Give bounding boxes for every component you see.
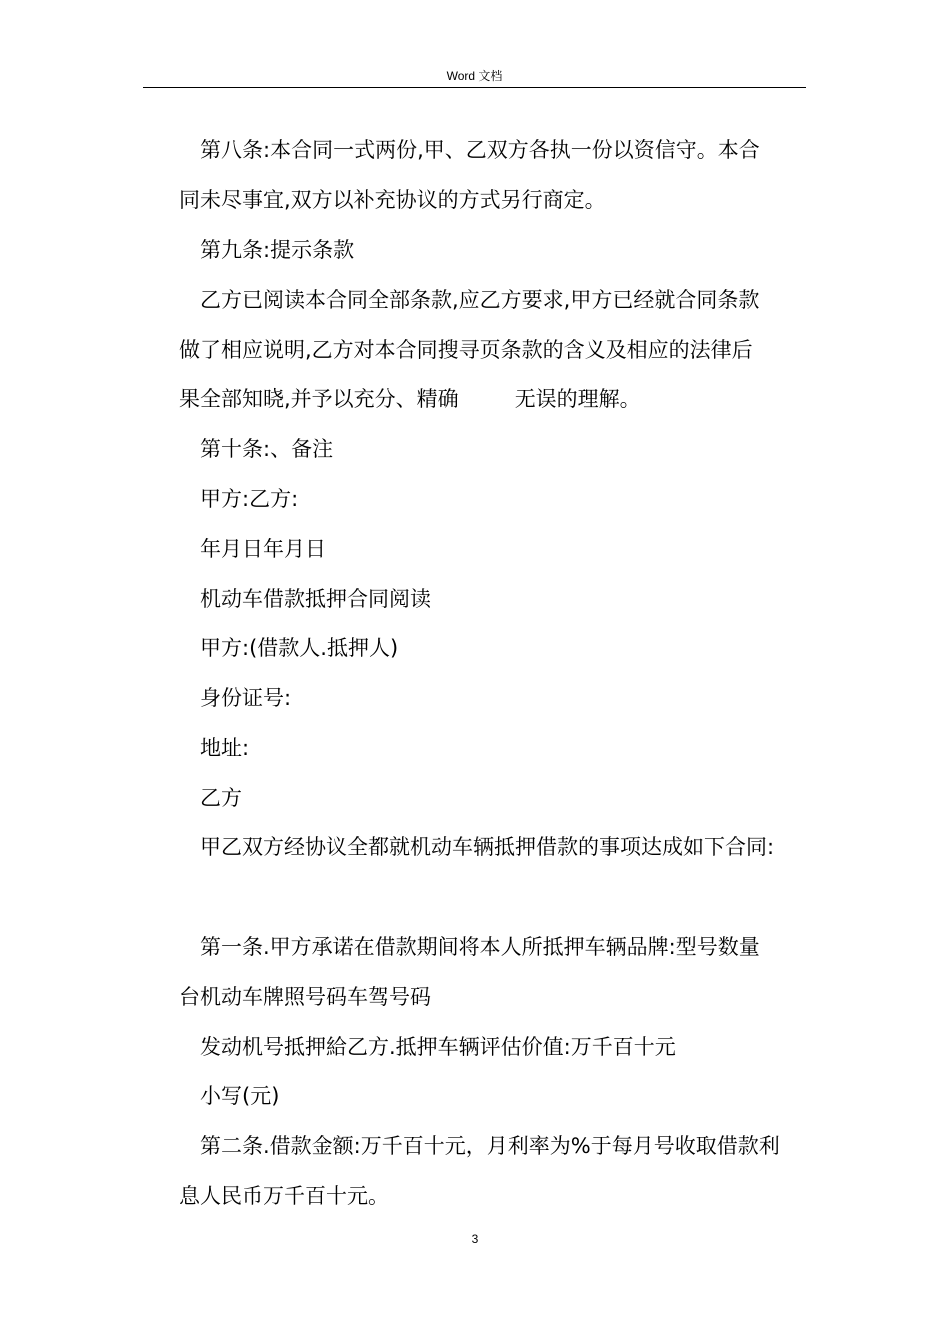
party-b-line: 乙方 [200, 786, 242, 810]
article-9-heading: 第九条:提示条款 [200, 238, 355, 262]
address-line: 地址: [200, 736, 250, 760]
id-number-line: 身份证号: [200, 686, 292, 710]
article-8-line-1: 第八条:本合同一式两份,甲、乙双方各执一份以资信守。本合 [200, 138, 760, 162]
contract-title: 机动车借款抵押合同阅读 [200, 587, 431, 611]
article-2-line-2: 息人民币万千百十元。 [179, 1184, 389, 1208]
party-a-line: 甲方:(借款人.抵押人) [200, 636, 399, 660]
article-9-line-3-part-1: 果全部知晓,并予以充分、精确 [179, 387, 459, 411]
article-1-line-2: 台机动车牌照号码车驾号码 [179, 985, 431, 1009]
article-8-line-2: 同未尽事宜,双方以补充协议的方式另行商定。 [179, 188, 606, 212]
page-header: Word 文档 [446, 69, 503, 83]
article-9-line-3 [179, 385, 641, 413]
article-9-line-1: 乙方已阅读本合同全部条款,应乙方要求,甲方已经就合同条款 [200, 288, 760, 312]
article-1-line-4: 小写(元) [200, 1084, 280, 1108]
header-divider [143, 87, 806, 88]
article-1-line-3: 发动机号抵押給乙方.抵押车辆评估价值:万千百十元 [200, 1035, 676, 1059]
article-9-line-2: 做了相应说明,乙方对本合同搜寻页条款的含义及相应的法律后 [179, 338, 753, 362]
article-10-heading: 第十条:、备注 [200, 437, 334, 461]
article-9-line-3-part-2: 无误的理解。 [514, 387, 641, 411]
signature-parties: 甲方:乙方: [200, 487, 299, 511]
article-2-line-1: 第二条.借款金额:万千百十元，月利率为%于每月号收取借款利 [200, 1134, 780, 1158]
page-number: 3 [471, 1232, 479, 1246]
article-1-line-1: 第一条.甲方承诺在借款期间将本人所抵押车辆品牌:型号数量 [200, 935, 760, 959]
agreement-intro: 甲乙双方经协议全都就机动车辆抵押借款的事项达成如下合同: [200, 835, 775, 859]
signature-dates: 年月日年月日 [200, 537, 326, 561]
